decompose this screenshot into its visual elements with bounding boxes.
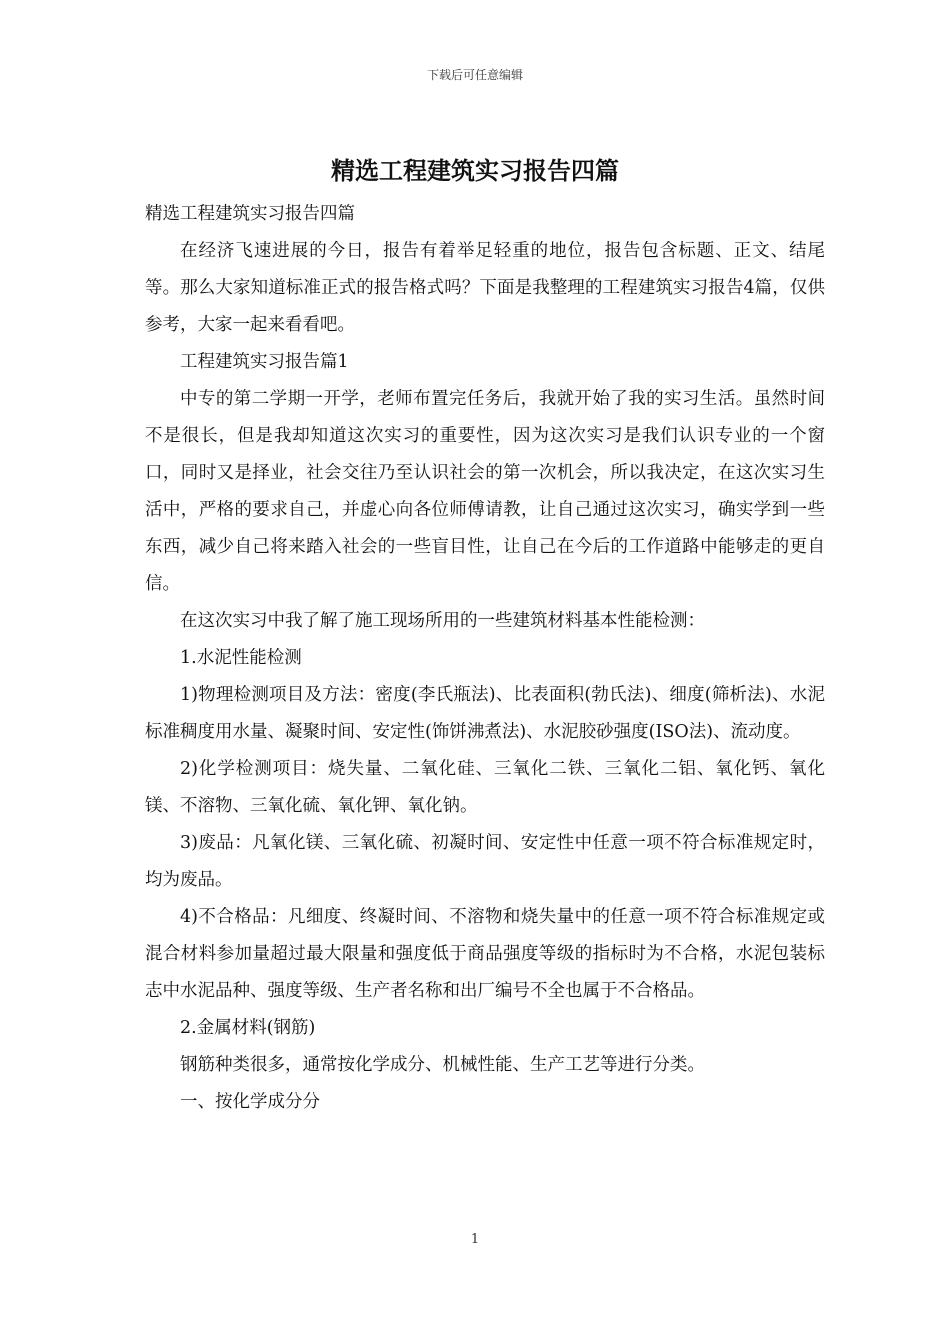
list-item: 2)化学检测项目：烧失量、二氧化硅、三氧化二铁、三氧化二铝、氧化钙、氧化镁、不溶物、三氧化硫、氧化钾、氧化钠。 — [145, 759, 825, 816]
section-heading-report-1: 工程建筑实习报告篇1 — [180, 352, 349, 372]
document-title: 精选工程建筑实习报告四篇 — [331, 156, 619, 185]
subtitle-paragraph: 精选工程建筑实习报告四篇 — [145, 204, 355, 224]
page-number: 1 — [470, 1232, 480, 1247]
body-paragraph: 中专的第二学期一开学，老师布置完任务后，我就开始了我的实习生活。虽然时间不是很长，但是我却知道这次实习的重要性，因为这次实习是我们认识专业的一个窗口，同时又是择业，社会交往乃至认识社会的第一次机会，所以我决定，在这次实习生活中，严格的要求自己，并虚心向各位师傅请教，让自己通过这次实习，确实学到一些东西，减少自己将来踏入社会的一些盲目性，让自己在今后的工作道路中能够走的更自信。 — [145, 389, 825, 594]
subheading-chemical-composition: 一、按化学成分分 — [180, 1092, 320, 1112]
subheading-cement-testing: 1.水泥性能检测 — [180, 648, 302, 668]
document-body — [145, 196, 825, 1121]
list-item: 1)物理检测项目及方法：密度(李氏瓶法)、比表面积(勃氏法)、细度(筛析法)、水泥标准稠度用水量、凝聚时间、安定性(饰饼沸煮法)、水泥胶砂强度(ISO法)、流动度。 — [145, 685, 825, 742]
intro-paragraph: 在经济飞速进展的今日，报告有着举足轻重的地位，报告包含标题、正文、结尾等。那么大家知道标准正式的报告格式吗？下面是我整理的工程建筑实习报告4篇，仅供参考，大家一起来看看吧。 — [145, 241, 825, 335]
page-header-note: 下载后可任意编辑 — [426, 68, 523, 82]
subheading-metal-materials: 2.金属材料(钢筋) — [180, 1018, 316, 1038]
body-paragraph: 钢筋种类很多，通常按化学成分、机械性能、生产工艺等进行分类。 — [180, 1055, 705, 1075]
body-paragraph: 在这次实习中我了解了施工现场所用的一些建筑材料基本性能检测： — [180, 611, 705, 631]
list-item: 3)废品：凡氧化镁、三氧化硫、初凝时间、安定性中任意一项不符合标准规定时，均为废品。 — [145, 833, 825, 890]
list-item: 4)不合格品：凡细度、终凝时间、不溶物和烧失量中的任意一项不符合标准规定或混合材料参加量超过最大限量和强度低于商品强度等级的指标时为不合格，水泥包装标志中水泥品种、强度等级、生产者名称和出厂编号不全也属于不合格品。 — [145, 907, 825, 1001]
